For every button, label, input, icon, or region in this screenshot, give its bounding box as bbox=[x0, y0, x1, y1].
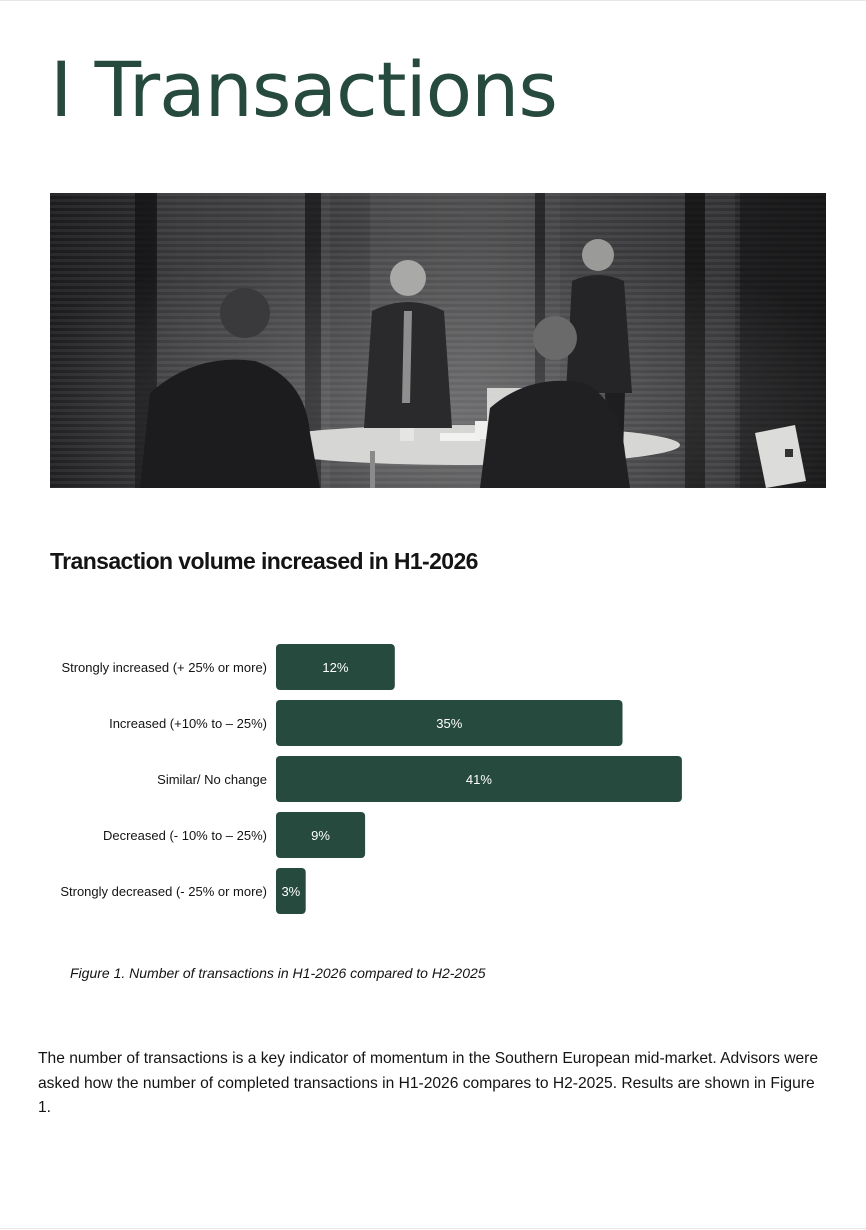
bar-value-label: 3% bbox=[281, 884, 301, 899]
category-label: Strongly decreased (- 25% or more) bbox=[60, 884, 267, 899]
meeting-photo bbox=[50, 193, 826, 488]
category-label: Strongly increased (+ 25% or more) bbox=[61, 660, 267, 675]
body-paragraph: The number of transactions is a key indicator of momentum in the Southern European mid-market. Advisors were asked how the number of completed transactions in H1-2026 compares to H2-2025. Results are shown in Figure 1. bbox=[38, 1050, 819, 1116]
category-label: Decreased (- 10% to – 25%) bbox=[102, 828, 267, 843]
bar-chart-svg bbox=[0, 630, 866, 930]
page-top-rule bbox=[0, 0, 866, 1]
category-label: Similar/ No change bbox=[157, 772, 267, 787]
category-label: Increased (+10% to – 25%) bbox=[109, 716, 267, 731]
bar-chart bbox=[0, 630, 866, 930]
bar-value-label: 41% bbox=[465, 772, 492, 787]
bar-value-label: 9% bbox=[311, 828, 330, 843]
chart-heading: Transaction volume increased in H1-2026 bbox=[50, 548, 478, 574]
figure-caption: Figure 1. Number of transactions in H1-2026 compared to H2-2025 bbox=[70, 965, 486, 981]
page-bottom-rule bbox=[0, 1228, 866, 1229]
section-title: I Transactions bbox=[50, 45, 557, 134]
bar-value-label: 35% bbox=[436, 716, 463, 731]
bar-value-label: 12% bbox=[322, 660, 349, 675]
